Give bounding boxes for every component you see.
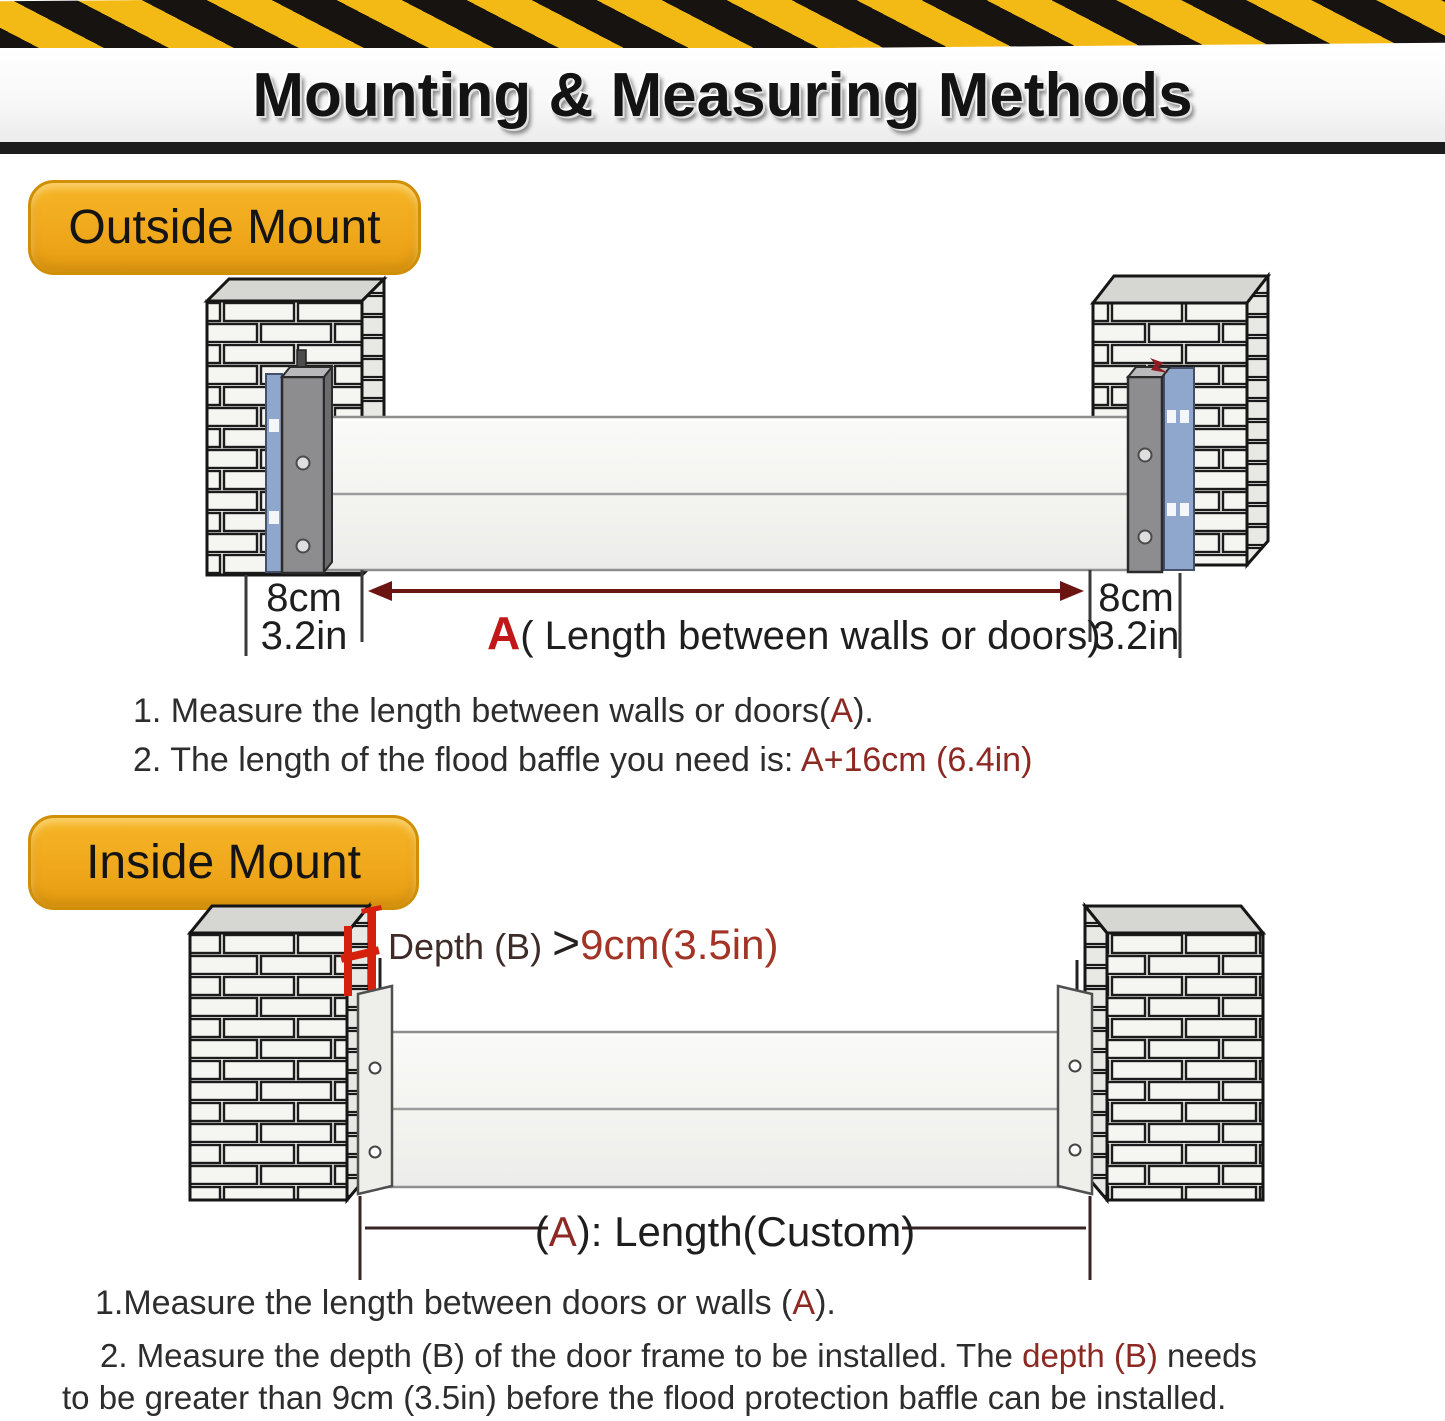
outside-step-2: 2. The length of the flood baffle you need is: A+16cm (6.4in) <box>133 741 1033 779</box>
screw-hole <box>1139 531 1152 544</box>
screw-hole <box>297 457 310 470</box>
left-brick-pillar <box>190 906 369 1200</box>
inside-mount-badge <box>28 815 419 910</box>
screw-hole <box>370 1063 381 1074</box>
flood-barrier-panel <box>380 1032 1070 1187</box>
left-offset-cm-label: 8cm <box>266 576 342 620</box>
inside-step-2: 2. Measure the depth (B) of the door frame to be installed. The depth (B) needs <box>100 1337 1257 1374</box>
screw-hole <box>297 540 310 553</box>
right-mounting-plate <box>1058 986 1092 1194</box>
inside-mount-badge-label: Inside Mount <box>86 836 361 889</box>
right-brick-pillar <box>1085 906 1263 1200</box>
measurement-arrow <box>368 581 1084 601</box>
screw-hole <box>1070 1145 1081 1156</box>
screw-hole <box>1139 449 1152 462</box>
header-divider-bar <box>0 142 1445 154</box>
right-offset-in-label: 3.2in <box>1092 614 1180 658</box>
outside-mount-badge-label: Outside Mount <box>68 201 381 254</box>
inside-step-2-continued: to be greater than 9cm (3.5in) before the flood protection baffle can be installed. <box>62 1379 1227 1416</box>
length-between-walls-label: A( Length between walls or doors) <box>487 607 1101 659</box>
screw-hole <box>370 1147 381 1158</box>
left-offset-in-label: 3.2in <box>260 614 348 658</box>
outside-mount-badge <box>28 180 421 275</box>
right-mounting-channel <box>1128 358 1194 572</box>
left-mounting-plate <box>358 986 392 1194</box>
custom-length-label: (A): Length(Custom) <box>534 1208 916 1255</box>
screw-hole <box>1070 1061 1081 1072</box>
page-title: Mounting & Measuring Methods <box>252 60 1193 130</box>
inside-step-1: 1.Measure the length between doors or walls (A). <box>95 1284 836 1322</box>
title-band <box>0 48 1445 142</box>
outside-step-1: 1. Measure the length between walls or doors(A). <box>133 692 874 730</box>
right-offset-cm-label: 8cm <box>1098 576 1174 620</box>
left-mounting-channel <box>266 350 332 573</box>
depth-requirement-label: Depth (B) >9cm(3.5in) <box>388 917 779 970</box>
flood-barrier-panel <box>313 417 1140 570</box>
dim-letter-a: A <box>487 607 521 659</box>
